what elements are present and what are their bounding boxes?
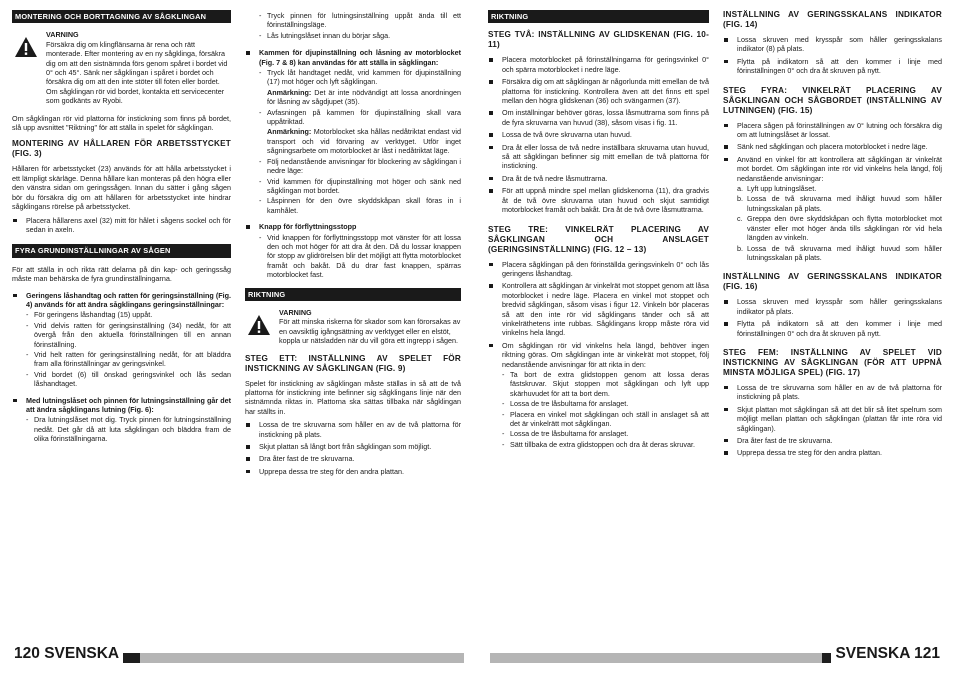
- dash-list: [245, 11, 461, 40]
- paragraph: Om sågklingan rör vid plattorna för instickning som finns på bordet, slå upp avsnittet "Riktning" för att ställa in spelet för sågklingan.: [12, 113, 231, 133]
- page-number: 120: [14, 645, 40, 662]
- item-text: Lossa de två skruvarna med ihåligt huvud som håller lutningsskalan på plats.: [747, 194, 942, 213]
- note: [259, 127, 461, 155]
- section-bar-alignment: RIKTNING: [488, 10, 709, 23]
- heading: STEG TVÅ: INSTÄLLNING AV GLIDSKENAN (FIG. 10-11): [488, 30, 709, 50]
- language-label: SVENSKA: [44, 645, 120, 662]
- bullet-list: [12, 291, 231, 444]
- bullet-title: Kammen för djupinställning och låsning av motorblocket (Fig. 7 & 8) kan användas för att ställa in sågklingan:: [259, 48, 461, 67]
- list-item: Placera sågen på förinställningen av 0° lutning och försäkra dig om att lutningslåset är lossat.: [723, 121, 942, 140]
- warning-block: [12, 30, 231, 105]
- list-item: Lossa de tre skruvarna som håller en av de två plattorna för instickning på plats.: [723, 383, 942, 402]
- list-item: [12, 291, 231, 389]
- heading: INSTÄLLNING AV GERINGSSKALANS INDIKATOR (FIG. 14): [723, 10, 942, 29]
- list-item: [245, 222, 461, 279]
- note-label: Anmärkning:: [267, 87, 312, 97]
- list-item: Skjut plattan mot sågklingan så att det blir så litet spelrum som möjligt mellan plattan och sågklingan (plattan får inte röra vid sågklingan).: [723, 405, 942, 433]
- dash-list: [259, 233, 461, 280]
- warning-text: Försäkra dig om klingflänsarna är rena och rätt monterade. Efter montering av en ny sågklinga, försäkra dig om att den sistnämnda förs genom spåret i bordet vid 0° och 45°. Sänk ner sågklingan i spåret i bordet och försäkra dig om att den inte stöter till foten eller bordet. Om sågklingan rör vid bordet, kontakta ett servicecenter som godkänts av Ryobi.: [46, 39, 228, 106]
- warning-label: VARNING: [46, 30, 79, 40]
- item-text: Greppa den övre skyddskåpan och flytta motorblocket mot vänster eller mot höger ända tills sågklingan rör vid hela längden av vinkeln.: [747, 214, 942, 243]
- list-item-text: Använd en vinkel för att kontrollera att sågklingan är vinkelrät mot bordet. Om sågklingan inte rör vid vinkelns hela längd, följ nedanstående anvisningar:: [737, 154, 942, 183]
- footer-rule-grey: [140, 653, 464, 663]
- warning-label: VARNING: [279, 307, 312, 317]
- right-column-1: [488, 10, 709, 454]
- list-item: Flytta på indikatorn så att den kommer i linje med förinställningen 0° och dra åt skruven på nytt.: [723, 57, 942, 76]
- bullet-list: [723, 297, 942, 338]
- item-letter: c.: [737, 214, 743, 224]
- section-bar-assembly: MONTERING OCH BORTTAGNING AV SÅGKLINGAN: [12, 10, 231, 23]
- heading: STEG FEM: INSTÄLLNING AV SPELET VID INSTICKNING AV SÅGKLINGAN (FÖR ATT UPPNÅ MINSTA MÖJLIGA SPEL) (FIG. 17): [723, 347, 942, 377]
- dash-item: - För geringens låshandtag (15) uppåt.: [26, 310, 231, 319]
- heading: MONTERING AV HÅLLAREN FÖR ARBETSSTYCKET (FIG. 3): [12, 139, 231, 159]
- lettered-item: [737, 214, 942, 242]
- bullet-list: [245, 420, 461, 476]
- paragraph: Hållaren för arbetsstycket (23) används för att hålla arbetsstycket i ett lämpligt skärläge. Denna hållare kan monteras på den högra eller den vänstra sidan om geringssågen. Innan du sätter i gång sågen bör du försäkra dig om att hållaren för arbetsstycket inte hindrar sågklingans rörelse på arbetsstycket.: [12, 164, 231, 212]
- list-item: Placera motorblocket på förinställningarna för geringsvinkel 0° och spärra motorblocket i nedre läge.: [488, 55, 709, 74]
- list-item: Dra åt eller lossa de två nedre inställbara skruvarna utan huvud, så att sågklingan befinner sig mitt emellan de två plattorna för instickning.: [488, 143, 709, 171]
- bullet-list: [723, 121, 942, 263]
- paragraph: För att ställa in och rikta rätt delarna på din kap- och geringssåg måste man behärska de fyra grundinställningarna.: [12, 264, 231, 284]
- list-item: Lossa skruven med krysspår som håller geringsskalans indikator på plats.: [723, 297, 942, 316]
- bullet-title: Knapp för förflyttningsstopp: [259, 222, 357, 232]
- footer-rule-grey: [490, 653, 822, 663]
- dash-item: - Avfasningen på kammen för djupinställning skall vara uppåtriktad.: [259, 108, 461, 127]
- section-bar-alignment: RIKTNING: [245, 288, 461, 301]
- bullet-list: [245, 48, 461, 279]
- heading: INSTÄLLNING AV GERINGSSKALANS INDIKATOR (FIG. 16): [723, 272, 942, 292]
- lettered-item: [737, 244, 942, 263]
- list-item: [723, 155, 942, 262]
- list-item-text: Om sågklingan rör vid vinkelns hela längd, behöver ingen riktning göras. Om sågklingan inte är vinkelrät mot stoppet, följ nedanstående anvisningar för att rikta in den:: [502, 340, 709, 369]
- bullet-title: Med lutningslåset och pinnen för lutningsinställning går det att ändra sågklingans lutning (Fig. 6):: [26, 395, 231, 414]
- left-column-1: [12, 10, 231, 449]
- dash-item: - Dra lutningslåset mot dig. Tryck pinnen för lutningsinställning nedåt. Det går då att luta sågklingan och bläddra fram de olika förinställningarna.: [26, 415, 231, 443]
- dash-item: - Lossa de tre låsbultarna för anslaget.: [502, 429, 709, 438]
- dash-item: - Vrid delvis ratten för geringsinställning (34) nedåt, för att övergå från den aktuella förinställningen till en annan förinställning.: [26, 321, 231, 349]
- list-item: Skjut plattan så långt bort från sågklingan som möjligt.: [245, 442, 461, 451]
- dash-item: - Följ nedanstående anvisningar för blockering av sågklingan i nedre läge:: [259, 157, 461, 176]
- list-item: Upprepa dessa tre steg för den andra plattan.: [723, 448, 942, 457]
- dash-item: - Sätt tillbaka de extra glidstoppen och dra åt deras skruvar.: [502, 440, 709, 449]
- lettered-item: [737, 184, 942, 193]
- note: [259, 88, 461, 107]
- dash-item: - Tryck pinnen för lutningsinställning uppåt ända till ett förinställningsläge.: [259, 11, 461, 30]
- page-label: [12, 644, 123, 663]
- note-text: Motorblocket ska hållas nedåtriktat endast vid transport och vid förvaring av verktyget. Utför inget sågningsarbete om motorblocket är låst i nedåtriktat läge.: [267, 127, 461, 156]
- dash-list: [259, 68, 461, 215]
- warning-triangle-icon: [14, 36, 38, 58]
- bullet-list: [12, 216, 231, 235]
- warning-block: [245, 308, 461, 346]
- bullet-list: [723, 383, 942, 458]
- list-item: Flytta på indikatorn så att den kommer i linje med förinställningen 0° och dra åt skruven på nytt.: [723, 319, 942, 338]
- note-label: Anmärkning:: [267, 127, 312, 137]
- list-item: Försäkra dig om att sågklingan är någorlunda mitt emellan de två plattorna för instickning. Kontrollera även att det finns ett spel mellan den högra glidskenan (36) och svängarmen (37).: [488, 77, 709, 105]
- page-number: 121: [914, 645, 940, 662]
- right-column-2: [723, 10, 942, 463]
- left-column-2: [245, 10, 461, 481]
- list-item: Placera hållarens axel (32) mitt för hålet i sågens sockel och för sedan in axeln.: [12, 216, 231, 235]
- list-item: Dra åter fast de tre skruvarna.: [245, 454, 461, 463]
- list-item: [245, 48, 461, 215]
- section-bar-basics: FYRA GRUNDINSTÄLLNINGAR AV SÅGEN: [12, 244, 231, 257]
- dash-item: - Vrid bordet (6) till önskad geringsvinkel och lås sedan låshandtaget.: [26, 370, 231, 389]
- dash-list: [26, 415, 231, 443]
- list-item: Dra åt de två nedre låsmuttrarna.: [488, 174, 709, 183]
- item-letter: b.: [737, 243, 743, 253]
- bullet-list: [488, 260, 709, 450]
- item-letter: b.: [737, 194, 743, 204]
- dash-item: - Vrid helt ratten för geringsinställning nedåt, för att bläddra fram alla förinställningar av geringsvinkel.: [26, 350, 231, 369]
- right-page-footer: [490, 647, 942, 663]
- list-item: Om inställningar behöver göras, lossa låsmuttrarna som finns på de fyra skruvarna van huvud (38), såsom visas i fig. 11.: [488, 108, 709, 127]
- warning-text: För att minska riskerna för skador som kan förorsakas av en oavsiktlig igångsättning av verktyget eller en elstöt, koppla ur nätsladden när du vill göra ett ingrepp i sågen.: [279, 317, 461, 346]
- bullet-list: [723, 35, 942, 76]
- dash-item: - Placera en vinkel mot sågklingan och ställ in anslaget så att det är vinkelrätt mot sågklingan.: [502, 410, 709, 429]
- heading: STEG FYRA: VINKELRÄT PLACERING AV SÅGKLINGAN OCH SÅGBORDET (INSTÄLLNING AV LUTNINGEN) (FIG. 15): [723, 85, 942, 115]
- lettered-list: [737, 184, 942, 262]
- dash-item: - Låspinnen för den övre skyddskåpan skall föras in i kamhålet.: [259, 196, 461, 215]
- list-item: Placera sågklingan på den förinställda geringsvinkeln 0° och lås geringens låshandtag.: [488, 260, 709, 279]
- dash-item: - Ta bort de extra glidstoppen genom att lossa deras fästskruvar. Skjut stoppen mot sågklingan och lyft upp skärhuvudet för att ta bort dem.: [502, 370, 709, 398]
- dash-item: - Vrid kammen för djupinställning mot höger och sänk ned sågklingan mot bordet.: [259, 177, 461, 196]
- dash-list: [26, 310, 231, 388]
- dash-item: - Lås lutningslåset innan du börjar såga.: [259, 31, 461, 40]
- page-label: [831, 644, 942, 663]
- list-item: För att uppnå mindre spel mellan glidskenorna (11), dra gradvis åt de två övre skruvarna utan huvud och skjut samtidigt motorblocket framåt och bakåt. Dra åt de två övre låsmuttrarna.: [488, 186, 709, 214]
- dash-list: [502, 370, 709, 449]
- item-letter: a.: [737, 184, 743, 194]
- language-label: SVENSKA: [835, 645, 910, 662]
- list-item: [488, 341, 709, 449]
- list-item: [12, 396, 231, 444]
- dash-item: - Lossa de tre låsbultarna för anslaget.: [502, 399, 709, 408]
- item-text: Lossa de två skruvarna med ihåligt huvud som håller lutningsskalan på plats.: [747, 243, 942, 262]
- lettered-item: [737, 194, 942, 213]
- list-item: Dra åter fast de tre skruvarna.: [723, 436, 942, 445]
- dash-item: - Vrid knappen för förflyttningsstopp mot vänster för att lossa den och mot höger för att dra åt den. Då du lossar knappen för stopp av glidrörelsen blir det möjligt att flytta motorblocket framåt och bakåt. Då du drar fast knappen, spärras motorblocket fast.: [259, 233, 461, 280]
- list-item: Sänk ned sågklingan och placera motorblocket i nedre läge.: [723, 142, 942, 151]
- list-item: Upprepa dessa tre steg för den andra plattan.: [245, 467, 461, 476]
- list-item: Lossa de tre skruvarna som håller en av de två plattorna för instickning på plats.: [245, 420, 461, 439]
- heading: STEG TRE: VINKELRÄT PLACERING AV SÅGKLINGAN OCH ANSLAGET (GERINGSINSTÄLLNING) (FIG. 12 – 13): [488, 224, 709, 254]
- bullet-title: Geringens låshandtag och ratten för geringsinställning (Fig. 4) används för att ändra sågklingans geringsinställningar:: [26, 290, 231, 309]
- list-item: Lossa de två övre skruvarna utan huvud.: [488, 130, 709, 139]
- item-text: Lyft upp lutningslåset.: [747, 184, 817, 194]
- list-item: Lossa skruven med krysspår som håller geringsskalans indikator (8) på plats.: [723, 35, 942, 54]
- heading: STEG ETT: INSTÄLLNING AV SPELET FÖR INSTICKNING AV SÅGKLINGAN (FIG. 9): [245, 353, 461, 373]
- paragraph: Spelet för instickning av sågklingan måste ställas in så att de två plattorna för instickning inte befinner sig sågklingans linje när den sistnämnda riktas in. Plattorna ska sättas tillbaka när sågklingan har ställts in.: [245, 378, 461, 416]
- dash-item: - Tryck låt handtaget nedåt, vrid kammen för djupinställning (17) mot höger och lyft sågklingan.: [259, 68, 461, 87]
- left-page-footer: [12, 647, 464, 663]
- note-text: Det är inte nödvändigt att lossa anordningen för låsning av sågdjupet (35).: [267, 87, 461, 107]
- warning-triangle-icon: [247, 314, 271, 336]
- list-item: Kontrollera att sågklingan är vinkelrät mot stoppet genom att låsa motorblocket i nedre läge. Placera en vinkel mot stoppet och bredvid sågklingan, såsom visas i figur 12. Vinkeln bör placeras så att den inte rör vid sågklingans tänder och så att vinkelräthetens inte rubbas. Sågklingans kropp måste röra vid vinkelns hela längd.: [488, 281, 709, 337]
- bullet-list: [488, 55, 709, 214]
